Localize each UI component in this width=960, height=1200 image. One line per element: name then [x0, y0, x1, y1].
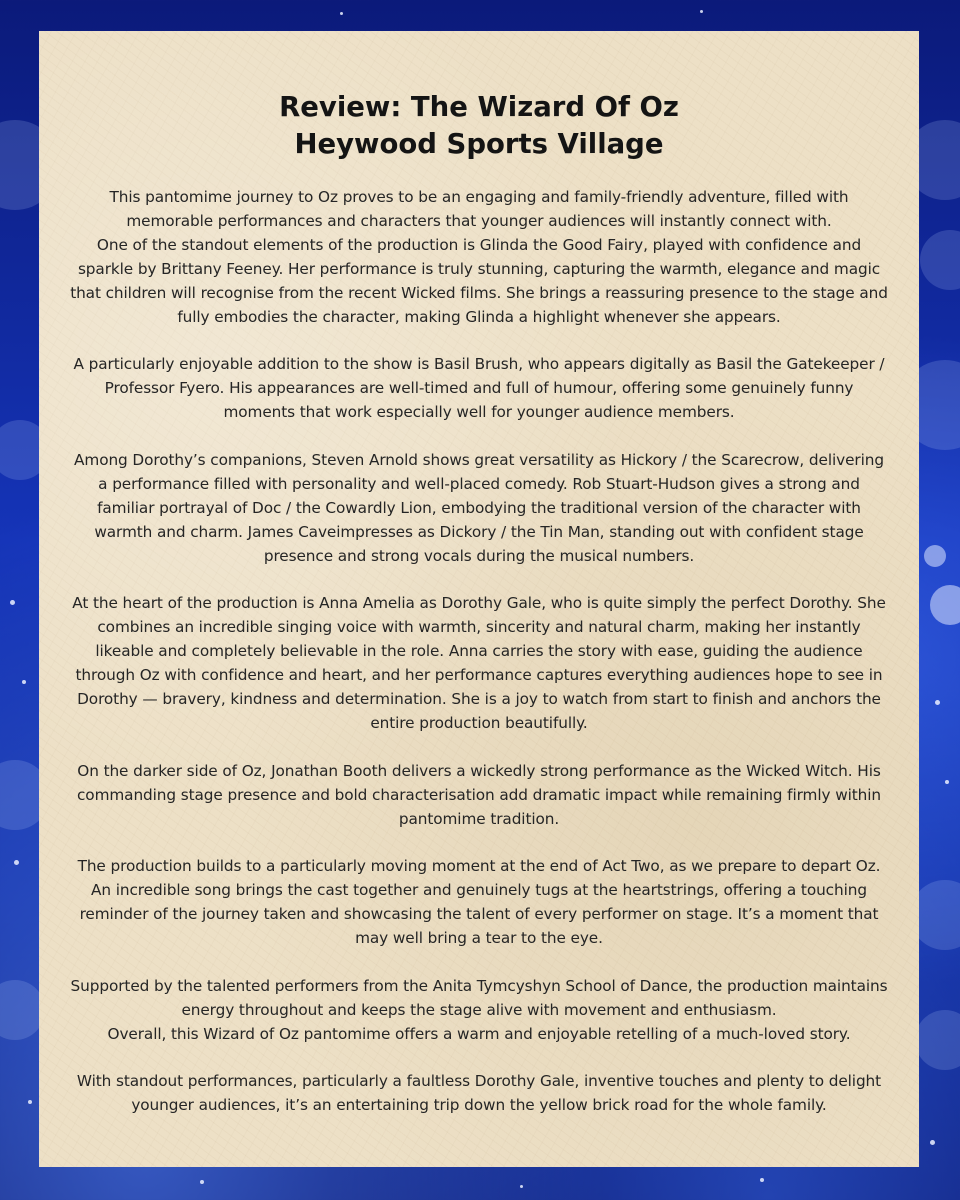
bokeh-light	[520, 1185, 523, 1188]
review-paragraph-glinda: One of the standout elements of the production is Glinda the Good Fairy, played with confidence and sparkle by Brittany Feeney. Her performance is truly stunning, capturing the warmth, elegance and magic that children will recognise from the recent Wicked films. She brings a reassuring presence to the stage and fully embodies the character, making Glinda a highlight whenever she appears.	[70, 235, 888, 326]
review-title	[69, 89, 889, 163]
bokeh-light	[22, 680, 26, 684]
bokeh-light	[924, 545, 946, 567]
bokeh-light	[340, 12, 343, 15]
bokeh-light	[930, 585, 960, 625]
bokeh-light	[760, 1178, 764, 1182]
review-paragraph-intro: This pantomime journey to Oz proves to be an engaging and family-friendly adventure, filled with memorable performances and characters that younger audiences will instantly connect with.	[109, 188, 849, 230]
review-paragraph-basil-brush: A particularly enjoyable addition to the show is Basil Brush, who appears digitally as Basil the Gatekeeper / Professor Fyero. His appearances are well-timed and full of humour, offering some genuinely funny moments that work especially well for younger audience members.	[73, 355, 885, 422]
bokeh-light	[935, 700, 940, 705]
review-paragraph-companions: Among Dorothy’s companions, Steven Arnold shows great versatility as Hickory / the Scarecrow, delivering a performance filled with personality and well-placed comedy. Rob Stuart-Hudson gives a strong and familiar portrayal of Doc / the Cowardly Lion, embodying the traditional version of the character with warmth and charm. James Caveimpresses as Dickory / the Tin Man, standing out with confident stage presence and strong vocals during the musical numbers.	[74, 450, 884, 565]
review-paragraph-dance-school: Supported by the talented performers from the Anita Tymcyshyn School of Dance, the production maintains energy throughout and keeps the stage alive with movement and enthusiasm.	[70, 976, 888, 1019]
bokeh-light	[10, 600, 15, 605]
review-paragraph-dorothy: At the heart of the production is Anna Amelia as Dorothy Gale, who is quite simply the perfect Dorothy. She combines an incredible singing voice with warmth, sincerity and natural charm, making her instantly likeable and completely believable in the role. Anna carries the story with ease, guiding the audience through Oz with confidence and heart, and her performance captures everything audiences hope to see in Dorothy — bravery, kindness and determination. She is a joy to watch from start to finish and anchors the entire production beautifully.	[72, 594, 886, 732]
bokeh-light	[915, 1010, 960, 1070]
review-paragraph-act-two: The production builds to a particularly moving moment at the end of Act Two, as we prepare to depart Oz. An incredible song brings the cast together and genuinely tugs at the heartstrings, offering a touching reminder of the journey taken and showcasing the talent of every performer on stage. It’s a moment that may well bring a tear to the eye.	[77, 857, 881, 948]
review-paragraph-wicked-witch: On the darker side of Oz, Jonathan Booth delivers a wickedly strong performance as the Wicked Witch. His commanding stage presence and bold characterisation add dramatic impact while remaining firmly within pantomime tradition.	[77, 761, 881, 828]
bokeh-light	[930, 1140, 935, 1145]
bokeh-light	[700, 10, 703, 13]
review-body	[69, 186, 889, 1118]
bokeh-light	[28, 1100, 32, 1104]
bokeh-light	[945, 780, 949, 784]
bokeh-light	[920, 230, 960, 290]
bokeh-light	[14, 860, 19, 865]
review-paragraph-conclusion: With standout performances, particularly a faultless Dorothy Gale, inventive touches and plenty to delight younger audiences, it’s an entertaining trip down the yellow brick road for the whole family.	[76, 1072, 882, 1115]
bokeh-light	[200, 1180, 204, 1184]
review-card	[39, 31, 919, 1167]
review-paragraph-overall: Overall, this Wizard of Oz pantomime offers a warm and enjoyable retelling of a much-loved story.	[107, 1024, 851, 1043]
review-title-venue: Heywood Sports Village	[294, 128, 664, 160]
review-title-show: Review: The Wizard Of Oz	[279, 91, 679, 123]
